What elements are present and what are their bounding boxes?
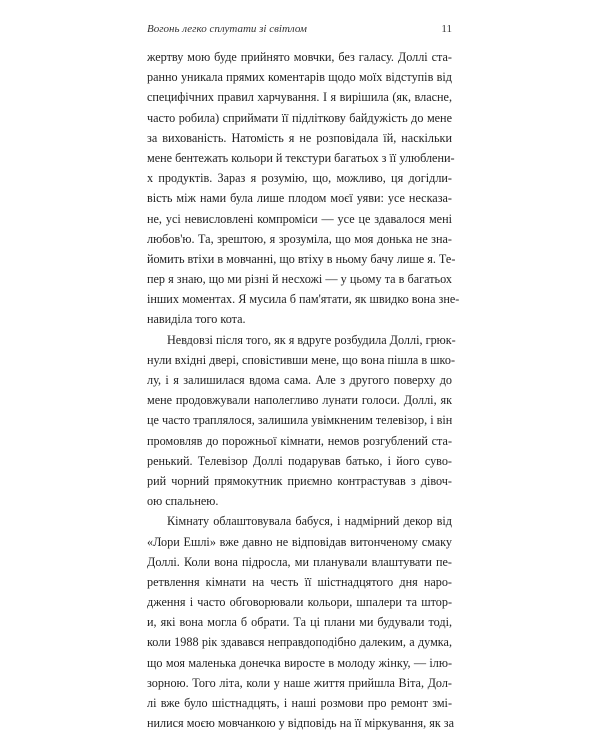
text-line: любов'ю. Та, зрештою, я зрозуміла, що моя донька не зна-	[147, 231, 452, 246]
text-line: інших моментах. Я мусила б пам'ятати, як швидко вона зне-	[147, 292, 460, 307]
text-line: що моя маленька донечка виросте в молоду жінку, — ілю-	[147, 655, 452, 670]
text-line: промовляв до порожньої кімнати, немов розгублений ста-	[147, 433, 452, 448]
paragraph	[147, 47, 460, 330]
text-line: за вихованість. Натомість я не розповідала їй, наскільки	[147, 130, 452, 145]
text-line: нилися моєю мовчанкою у відповідь на її міркування, як за	[147, 716, 455, 731]
text-line: вість між нами була лише плодом моєї уяви: усе несказа-	[147, 191, 452, 206]
text-line: часто робила) сприймати її підліткову байдужість до мене	[147, 110, 452, 125]
text-line: дження і часто обговорювали кольори, шпалери та штор-	[147, 595, 452, 610]
paragraph	[147, 511, 455, 733]
text-line: специфічних правил харчування. І я вирішила (як, власне,	[147, 90, 452, 105]
text-line: зорною. Того літа, коли у наше життя прийшла Віта, Дол-	[147, 675, 452, 690]
text-line: Доллі. Коли вона підросла, ми планували влаштувати пе-	[147, 554, 452, 569]
text-line: це часто траплялося, залишила увімкненим телевізор, і він	[147, 413, 453, 428]
text-line: коли 1988 рік здавався неправдоподібно далеким, а думка,	[147, 635, 452, 650]
text-line: и, які вона могла б обрати. Та ці плани ми будували тоді,	[147, 615, 452, 630]
body-text	[147, 47, 460, 733]
text-line: рий чорний прямокутник приємно контрастував з дівоч-	[147, 473, 452, 488]
text-line: йомить втіхи в мовчанні, що втіху в ньому бачу лише я. Те-	[147, 251, 456, 266]
text-line: жертву мою буде прийнято мовчки, без галасу. Доллі ста-	[147, 50, 452, 64]
text-line: пер я знаю, що ми різні й несхожі — у цьому та в багатьох	[147, 272, 452, 287]
text-line: х продуктів. Зараз я розумію, що, можливо, ця догідли-	[147, 171, 452, 186]
running-title: Вогонь легко сплутати зі світлом	[147, 23, 307, 35]
text-line: мене бентежать кольори й текстури багатьох з її улюблени-	[147, 150, 455, 165]
text-line: ренький. Телевізор Доллі подарував батько, і його суво-	[147, 453, 452, 468]
paragraph	[147, 330, 456, 512]
text-line: лу, і я залишилася вдома сама. Але з другого поверху до	[147, 373, 452, 387]
page-number: 11	[441, 23, 452, 35]
text-line: мене продовжували наполегливо лунати голоси. Доллі, як	[147, 393, 452, 408]
text-line: ранно уникала прямих коментарів щодо моїх відступів від	[147, 70, 452, 85]
text-line: Невдовзі після того, як я вдруге розбудила Доллі, грюк-	[167, 332, 456, 347]
text-line: Кімнату облаштовувала бабуся, і надмірний декор від	[167, 514, 452, 529]
text-line: навиділа того кота.	[147, 312, 246, 327]
text-line: ою спальнею.	[147, 494, 219, 509]
text-line: ретвлення кімнати на честь її шістнадцятого дня наро-	[147, 574, 452, 589]
text-line: «Лори Ешлі» вже давно не відповідав витонченому смаку	[147, 534, 452, 549]
text-line: не, усі невисловлені компроміси — усе це здавалося мені	[147, 211, 452, 226]
text-line: лі вже було шістнадцять, і наші розмови про ремонт змі-	[147, 696, 452, 710]
running-head	[147, 22, 452, 36]
text-line: нули вхідні двері, сповістивши мене, що вона пішла в шко-	[147, 352, 456, 367]
